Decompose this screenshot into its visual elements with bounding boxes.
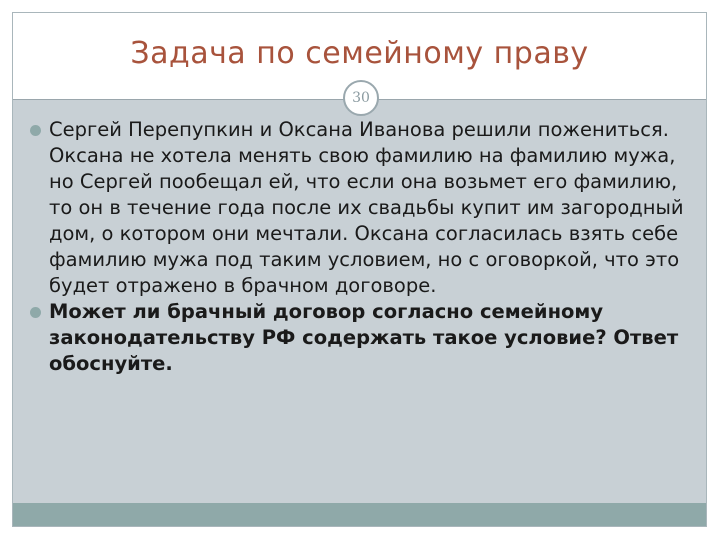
- bullet-list: [30, 117, 700, 377]
- bullet-text: Сергей Перепупкин и Оксана Иванова решили пожениться. Оксана не хотела менять свою фамилию на фамилию мужа, но Сергей пообещал ей, что если она возьмет его фамилию, то он в течение года после их свадьбы купит им загородный дом, о котором они мечтали. Оксана согласилась взять себе фамилию мужа под таким условием, но с оговоркой, что это будет отражено в брачном договоре.: [49, 118, 684, 297]
- bullet-text-question: Может ли брачный договор согласно семейному законодательству РФ содержать такое условие? Ответ обоснуйте.: [49, 300, 679, 375]
- bullet-dot-icon: [30, 125, 41, 136]
- page-number-badge: 30: [343, 80, 379, 116]
- bullet-item: [30, 117, 700, 299]
- slide-title: Задача по семейному праву: [130, 36, 589, 71]
- bullet-dot-icon: [30, 307, 41, 318]
- bullet-item-question: [30, 299, 700, 377]
- footer-bar: [13, 503, 706, 526]
